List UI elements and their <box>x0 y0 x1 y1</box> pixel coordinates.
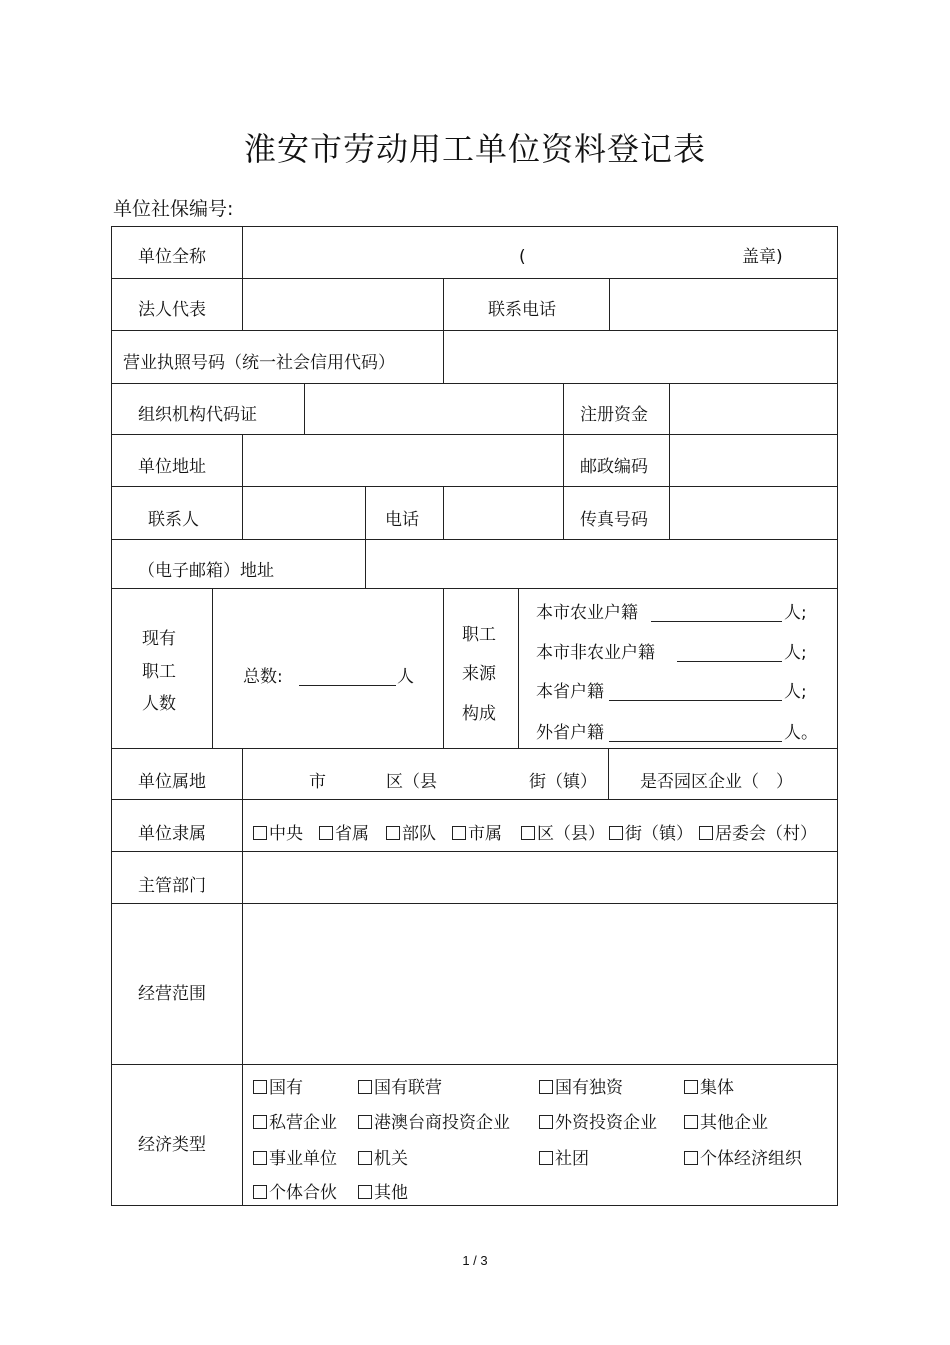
contact-person-label: 联系人 <box>148 510 199 530</box>
econ-option[interactable]: 事业单位 <box>253 1149 337 1169</box>
page-title: 淮安市劳动用工单位资料登记表 <box>243 130 706 168</box>
source-unit: 人; <box>784 682 807 702</box>
row-divider <box>111 434 838 435</box>
col-divider <box>304 383 305 435</box>
row-divider <box>111 330 838 331</box>
economic-type-label: 经济类型 <box>138 1135 206 1155</box>
form-border-bottom <box>111 1205 838 1206</box>
col-divider <box>443 278 444 331</box>
registration-form <box>111 226 838 1206</box>
econ-option[interactable]: 国有 <box>253 1078 303 1098</box>
checkbox-icon[interactable] <box>253 826 267 840</box>
econ-option[interactable]: 其他 <box>358 1183 408 1203</box>
row-divider <box>111 588 838 589</box>
source-unit: 人; <box>784 603 807 623</box>
checkbox-icon[interactable] <box>358 1151 372 1165</box>
source-unit: 人; <box>784 643 807 663</box>
checkbox-icon[interactable] <box>699 826 713 840</box>
seal-label: 盖章) <box>742 247 783 267</box>
unit-location-label: 单位属地 <box>138 772 206 792</box>
source-local-nonagricultural-blank[interactable] <box>677 647 782 662</box>
checkbox-icon[interactable] <box>684 1080 698 1094</box>
legal-rep-label: 法人代表 <box>138 300 206 320</box>
checkbox-icon[interactable] <box>609 826 623 840</box>
total-staff-blank[interactable] <box>299 671 396 686</box>
seal-paren-open: ( <box>519 247 526 267</box>
checkbox-icon[interactable] <box>253 1080 267 1094</box>
telephone-label: 电话 <box>385 510 419 530</box>
staff-source-label-line: 来源 <box>462 664 496 684</box>
checkbox-icon[interactable] <box>319 826 333 840</box>
col-divider <box>365 486 366 589</box>
source-local-nonagricultural-label: 本市非农业户籍 <box>536 643 655 663</box>
row-divider <box>111 1064 838 1065</box>
econ-option[interactable]: 外资投资企业 <box>539 1113 657 1133</box>
source-local-agricultural-blank[interactable] <box>651 607 782 622</box>
affiliation-option[interactable]: 区（县） <box>521 824 605 844</box>
econ-option[interactable]: 私营企业 <box>253 1113 337 1133</box>
col-divider <box>242 226 243 331</box>
econ-option[interactable]: 其他企业 <box>684 1113 768 1133</box>
source-other-province-label: 外省户籍 <box>536 723 604 743</box>
row-divider <box>111 799 838 800</box>
supervising-department-label: 主管部门 <box>138 876 206 896</box>
col-divider <box>443 330 444 384</box>
page-number: 1 / 3 <box>462 1253 488 1268</box>
checkbox-icon[interactable] <box>386 826 400 840</box>
checkbox-icon[interactable] <box>684 1151 698 1165</box>
col-divider <box>443 588 444 749</box>
unit-address-label: 单位地址 <box>138 457 206 477</box>
econ-option[interactable]: 集体 <box>684 1078 734 1098</box>
checkbox-icon[interactable] <box>253 1185 267 1199</box>
staff-source-label-line: 构成 <box>462 704 496 724</box>
row-divider <box>111 851 838 852</box>
econ-option[interactable]: 机关 <box>358 1149 408 1169</box>
checkbox-icon[interactable] <box>539 1080 553 1094</box>
org-code-label: 组织机构代码证 <box>138 405 257 425</box>
business-license-label: 营业执照号码（统一社会信用代码） <box>123 353 395 373</box>
econ-option[interactable]: 港澳台商投资企业 <box>358 1113 510 1133</box>
col-divider <box>242 434 243 539</box>
econ-option[interactable]: 国有联营 <box>358 1078 442 1098</box>
contact-phone-label: 联系电话 <box>488 300 556 320</box>
staff-source-label-line: 职工 <box>462 625 496 645</box>
unit-affiliation-label: 单位隶属 <box>138 824 206 844</box>
form-border-right <box>837 226 838 1206</box>
checkbox-icon[interactable] <box>358 1080 372 1094</box>
row-divider <box>111 903 838 904</box>
email-address-label: （电子邮箱）地址 <box>138 561 274 581</box>
checkbox-icon[interactable] <box>521 826 535 840</box>
postcode-label: 邮政编码 <box>580 457 648 477</box>
source-other-province-blank[interactable] <box>609 727 782 742</box>
checkbox-icon[interactable] <box>539 1151 553 1165</box>
location-district: 区（县 <box>386 772 437 792</box>
form-border-left <box>111 226 112 1206</box>
row-divider <box>111 383 838 384</box>
col-divider <box>443 486 444 539</box>
fax-label: 传真号码 <box>580 510 648 530</box>
affiliation-option[interactable]: 中央 <box>253 824 303 844</box>
registered-capital-label: 注册资金 <box>580 405 648 425</box>
source-unit: 人。 <box>784 723 818 743</box>
checkbox-icon[interactable] <box>253 1151 267 1165</box>
staff-count-label-line: 现有 <box>142 629 176 649</box>
econ-option[interactable]: 社团 <box>539 1149 589 1169</box>
source-province-blank[interactable] <box>609 686 782 701</box>
affiliation-option[interactable]: 部队 <box>386 824 436 844</box>
checkbox-icon[interactable] <box>358 1115 372 1129</box>
econ-option[interactable]: 国有独资 <box>539 1078 623 1098</box>
row-divider <box>111 748 838 749</box>
affiliation-option[interactable]: 市属 <box>452 824 502 844</box>
econ-option[interactable]: 个体经济组织 <box>684 1149 802 1169</box>
total-staff-unit: 人 <box>397 667 414 687</box>
checkbox-icon[interactable] <box>358 1185 372 1199</box>
row-divider <box>111 486 838 487</box>
checkbox-icon[interactable] <box>452 826 466 840</box>
affiliation-option[interactable]: 居委会（村） <box>699 824 817 844</box>
location-city: 市 <box>309 772 326 792</box>
source-local-agricultural-label: 本市农业户籍 <box>536 603 638 623</box>
checkbox-icon[interactable] <box>539 1115 553 1129</box>
col-divider <box>563 383 564 539</box>
staff-count-label-line: 人数 <box>142 694 176 714</box>
affiliation-option[interactable]: 省属 <box>319 824 369 844</box>
col-divider <box>518 588 519 749</box>
park-enterprise-label: 是否园区企业（ ） <box>640 772 793 792</box>
checkbox-icon[interactable] <box>253 1115 267 1129</box>
source-province-label: 本省户籍 <box>536 682 604 702</box>
col-divider <box>669 383 670 539</box>
social-insurance-number-label: 单位社保编号: <box>113 198 234 220</box>
location-street: 街（镇） <box>529 772 597 792</box>
staff-count-label-line: 职工 <box>142 662 176 682</box>
econ-option[interactable]: 个体合伙 <box>253 1183 337 1203</box>
row-divider <box>111 278 838 279</box>
business-scope-label: 经营范围 <box>138 984 206 1004</box>
col-divider <box>608 748 609 800</box>
affiliation-option[interactable]: 街（镇） <box>609 824 693 844</box>
checkbox-icon[interactable] <box>684 1115 698 1129</box>
form-border-top <box>111 226 838 227</box>
col-divider <box>242 748 243 1206</box>
unit-full-name-label: 单位全称 <box>138 247 206 267</box>
row-divider <box>111 539 838 540</box>
total-staff-label: 总数: <box>243 667 283 687</box>
col-divider <box>212 588 213 749</box>
col-divider <box>609 278 610 331</box>
